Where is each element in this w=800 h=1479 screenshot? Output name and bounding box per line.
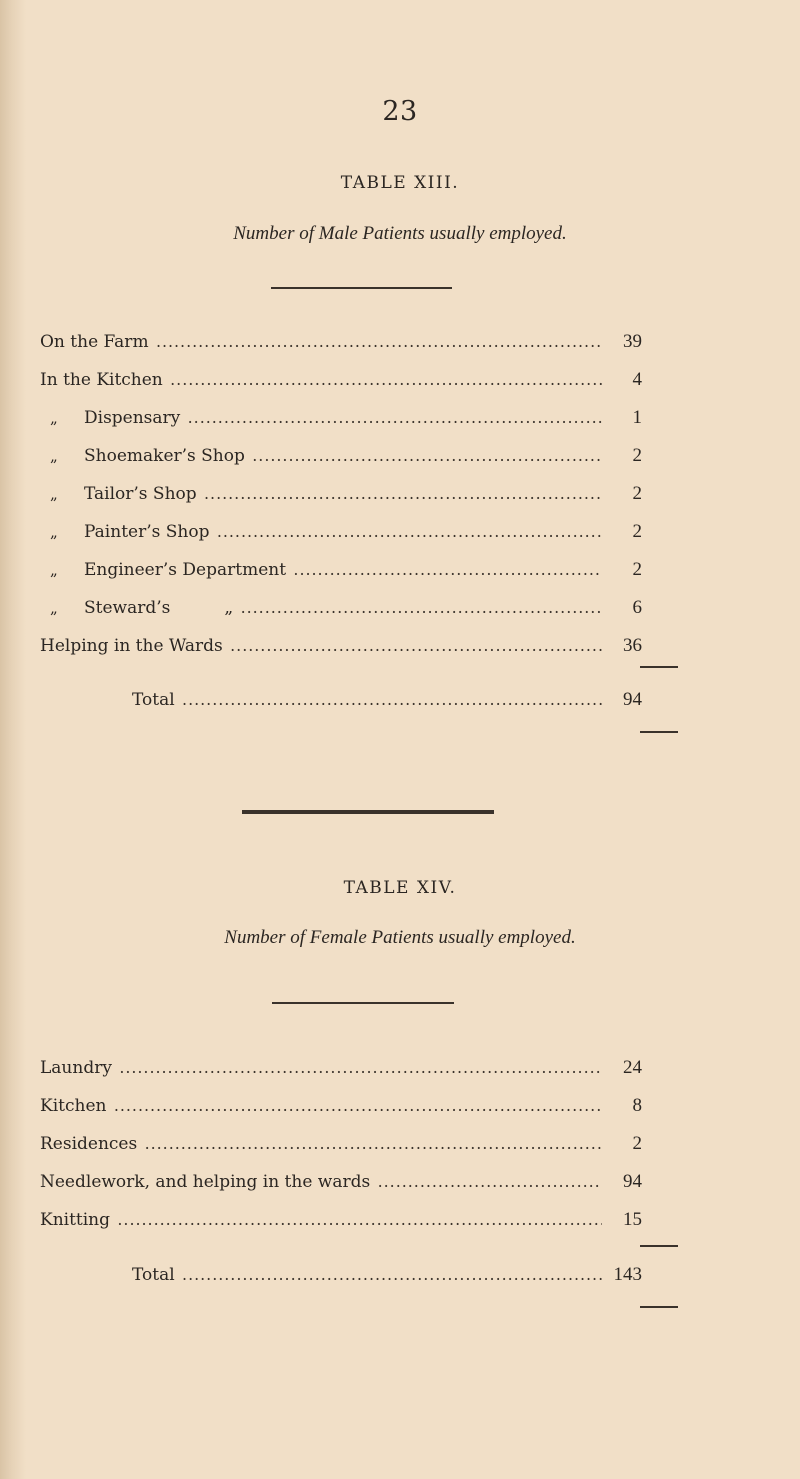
dot-leader [205,484,602,508]
sum-rule [640,1306,678,1308]
total-value: 94 [623,689,642,710]
row-label: Kitchen [40,1096,107,1116]
row-label: Laundry [40,1058,112,1078]
table-row [40,368,642,392]
row-label: Shoemaker’s Shop [84,446,245,466]
dot-leader [241,598,602,622]
table-xiii-title-rule [271,287,452,289]
row-value: 6 [632,597,642,618]
row-label: Needlework, and helping in the wards [40,1172,371,1192]
row-value: 2 [632,445,642,466]
ditto-mark: „ [50,447,58,465]
row-label: Painter’s Shop [84,522,210,542]
dot-leader [183,690,602,714]
table-row [40,482,642,506]
row-value: 2 [632,521,642,542]
sum-rule [640,666,678,668]
row-label: On the Farm [40,332,149,352]
dot-leader [294,560,602,584]
row-label: Engineer’s Department [84,560,287,580]
row-value: 2 [632,559,642,580]
row-value: 4 [632,369,642,390]
table-xiii-subtitle: Number of Male Patients usually employed. [233,223,567,244]
table-row [40,1170,642,1194]
row-value: 94 [623,1171,642,1192]
total-label: Total [132,690,175,710]
row-value: 36 [623,635,642,656]
table-row [40,558,642,582]
table-xiv-title: TABLE XIV. [343,878,457,898]
dot-leader [253,446,602,470]
row-label: Knitting [40,1210,111,1230]
dot-leader [120,1058,602,1082]
page-number: 23 [382,96,418,127]
dot-leader [171,370,602,394]
row-label: Steward’s „ [84,598,234,618]
row-value: 1 [632,407,642,428]
dot-leader [145,1134,602,1158]
table-xiii-title: TABLE XIII. [340,173,460,193]
dot-leader [157,332,602,356]
ditto-mark: „ [50,409,58,427]
total-value: 143 [613,1264,642,1285]
dot-leader [114,1096,602,1120]
table-row [40,634,642,658]
row-label: Residences [40,1134,138,1154]
dot-leader [188,408,602,432]
row-label: Helping in the Wards [40,636,223,656]
row-value: 2 [632,483,642,504]
row-value: 2 [632,1133,642,1154]
dot-leader [183,1265,602,1289]
dot-leader [231,636,602,660]
dot-leader [118,1210,602,1234]
page-edge-shadow [0,0,26,1479]
ditto-mark: „ [50,561,58,579]
table-row [40,520,642,544]
table-xiv-subtitle: Number of Female Patients usually employed. [224,927,576,948]
row-label: In the Kitchen [40,370,163,390]
table-row [40,596,642,620]
table-row [40,406,642,430]
sum-rule [640,1245,678,1247]
dot-leader [378,1172,602,1196]
total-row [132,1263,642,1287]
sum-rule [640,731,678,733]
dot-leader [217,522,602,546]
row-value: 39 [623,331,642,352]
table-row [40,1056,642,1080]
row-value: 24 [623,1057,642,1078]
ditto-mark: „ [50,523,58,541]
row-label: Tailor’s Shop [84,484,197,504]
row-value: 15 [623,1209,642,1230]
ditto-mark: „ [50,485,58,503]
table-row [40,330,642,354]
row-value: 8 [632,1095,642,1116]
total-row [132,688,642,712]
table-row [40,1208,642,1232]
table-row [40,1094,642,1118]
table-row [40,444,642,468]
section-divider-rule [242,810,494,814]
total-label: Total [132,1265,175,1285]
ditto-mark: „ [50,599,58,617]
row-label: Dispensary [84,408,181,428]
table-row [40,1132,642,1156]
table-xiv-title-rule [272,1002,454,1004]
